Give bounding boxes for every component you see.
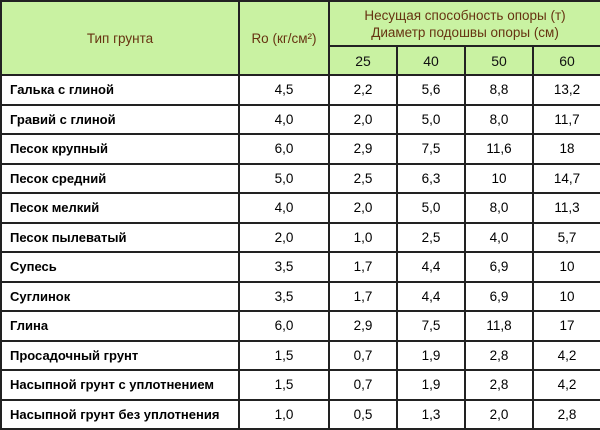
- capacity-cell-d40: 1,9: [397, 370, 465, 400]
- table-row: [1, 75, 600, 105]
- table-row: [1, 341, 600, 371]
- ro-value-cell: 6,0: [239, 311, 329, 341]
- capacity-cell-d50: 2,8: [465, 370, 533, 400]
- ro-value-cell: 4,0: [239, 105, 329, 135]
- capacity-cell-d60: 4,2: [533, 341, 600, 371]
- soil-type-cell: Суглинок: [1, 282, 239, 312]
- capacity-cell-d25: 1,7: [329, 282, 397, 312]
- table-row: [1, 311, 600, 341]
- capacity-cell-d40: 1,3: [397, 400, 465, 430]
- capacity-cell-d60: 13,2: [533, 75, 600, 105]
- table-row: [1, 134, 600, 164]
- capacity-cell-d25: 2,9: [329, 311, 397, 341]
- capacity-cell-d40: 6,3: [397, 164, 465, 194]
- ro-value-cell: 4,5: [239, 75, 329, 105]
- ro-value-cell: 1,5: [239, 341, 329, 371]
- table-row: [1, 252, 600, 282]
- capacity-cell-d25: 2,0: [329, 105, 397, 135]
- capacity-cell-d25: 0,7: [329, 341, 397, 371]
- capacity-cell-d25: 0,5: [329, 400, 397, 430]
- soil-type-cell: Песок крупный: [1, 134, 239, 164]
- soil-type-cell: Гравий с глиной: [1, 105, 239, 135]
- capacity-cell-d60: 5,7: [533, 223, 600, 253]
- table-body: [1, 75, 600, 429]
- soil-type-cell: Глина: [1, 311, 239, 341]
- capacity-cell-d50: 6,9: [465, 252, 533, 282]
- capacity-cell-d50: 8,0: [465, 193, 533, 223]
- capacity-cell-d60: 4,2: [533, 370, 600, 400]
- soil-type-cell: Супесь: [1, 252, 239, 282]
- capacity-cell-d60: 10: [533, 282, 600, 312]
- table-row: [1, 223, 600, 253]
- header-ro: Ro (кг/см²): [239, 1, 329, 75]
- table-row: [1, 164, 600, 194]
- header-diameter-50: 50: [465, 46, 533, 75]
- ro-value-cell: 3,5: [239, 252, 329, 282]
- capacity-cell-d40: 5,0: [397, 105, 465, 135]
- capacity-cell-d50: 10: [465, 164, 533, 194]
- header-capacity-line2: Диаметр подошвы опоры (см): [371, 24, 559, 40]
- ro-value-cell: 5,0: [239, 164, 329, 194]
- table-row: [1, 105, 600, 135]
- ro-value-cell: 1,0: [239, 400, 329, 430]
- table-row: [1, 370, 600, 400]
- table-header: [1, 1, 600, 75]
- capacity-cell-d25: 1,0: [329, 223, 397, 253]
- capacity-cell-d60: 18: [533, 134, 600, 164]
- capacity-cell-d25: 2,2: [329, 75, 397, 105]
- capacity-cell-d40: 7,5: [397, 311, 465, 341]
- capacity-cell-d25: 0,7: [329, 370, 397, 400]
- soil-type-cell: Галька с глиной: [1, 75, 239, 105]
- capacity-cell-d50: 2,0: [465, 400, 533, 430]
- capacity-cell-d50: 8,8: [465, 75, 533, 105]
- capacity-cell-d50: 11,6: [465, 134, 533, 164]
- ro-value-cell: 4,0: [239, 193, 329, 223]
- table-row: [1, 282, 600, 312]
- capacity-cell-d50: 4,0: [465, 223, 533, 253]
- ro-value-cell: 3,5: [239, 282, 329, 312]
- capacity-cell-d60: 11,3: [533, 193, 600, 223]
- header-soil-type: Тип грунта: [1, 1, 239, 75]
- ro-value-cell: 6,0: [239, 134, 329, 164]
- table-row: [1, 193, 600, 223]
- ro-value-cell: 1,5: [239, 370, 329, 400]
- header-diameter-60: 60: [533, 46, 600, 75]
- soil-type-cell: Песок средний: [1, 164, 239, 194]
- capacity-cell-d60: 17: [533, 311, 600, 341]
- capacity-cell-d25: 2,0: [329, 193, 397, 223]
- header-diameter-40: 40: [397, 46, 465, 75]
- capacity-cell-d50: 6,9: [465, 282, 533, 312]
- soil-type-cell: Насыпной грунт без уплотнения: [1, 400, 239, 430]
- capacity-cell-d40: 2,5: [397, 223, 465, 253]
- capacity-cell-d25: 2,9: [329, 134, 397, 164]
- capacity-cell-d25: 1,7: [329, 252, 397, 282]
- capacity-cell-d40: 4,4: [397, 282, 465, 312]
- header-diameter-25: 25: [329, 46, 397, 75]
- header-capacity-group: [329, 1, 600, 46]
- capacity-cell-d40: 1,9: [397, 341, 465, 371]
- soil-type-cell: Песок пылеватый: [1, 223, 239, 253]
- header-row-top: [1, 1, 600, 46]
- soil-type-cell: Насыпной грунт с уплотнением: [1, 370, 239, 400]
- capacity-cell-d40: 4,4: [397, 252, 465, 282]
- capacity-cell-d50: 2,8: [465, 341, 533, 371]
- capacity-cell-d40: 5,6: [397, 75, 465, 105]
- capacity-cell-d60: 14,7: [533, 164, 600, 194]
- table-row: [1, 400, 600, 430]
- header-capacity-line1: Несущая способность опоры (т): [364, 7, 566, 23]
- soil-type-cell: Просадочный грунт: [1, 341, 239, 371]
- capacity-cell-d40: 7,5: [397, 134, 465, 164]
- soil-type-cell: Песок мелкий: [1, 193, 239, 223]
- capacity-cell-d60: 10: [533, 252, 600, 282]
- capacity-cell-d50: 8,0: [465, 105, 533, 135]
- capacity-cell-d40: 5,0: [397, 193, 465, 223]
- capacity-cell-d60: 2,8: [533, 400, 600, 430]
- ro-value-cell: 2,0: [239, 223, 329, 253]
- capacity-cell-d50: 11,8: [465, 311, 533, 341]
- capacity-cell-d60: 11,7: [533, 105, 600, 135]
- capacity-cell-d25: 2,5: [329, 164, 397, 194]
